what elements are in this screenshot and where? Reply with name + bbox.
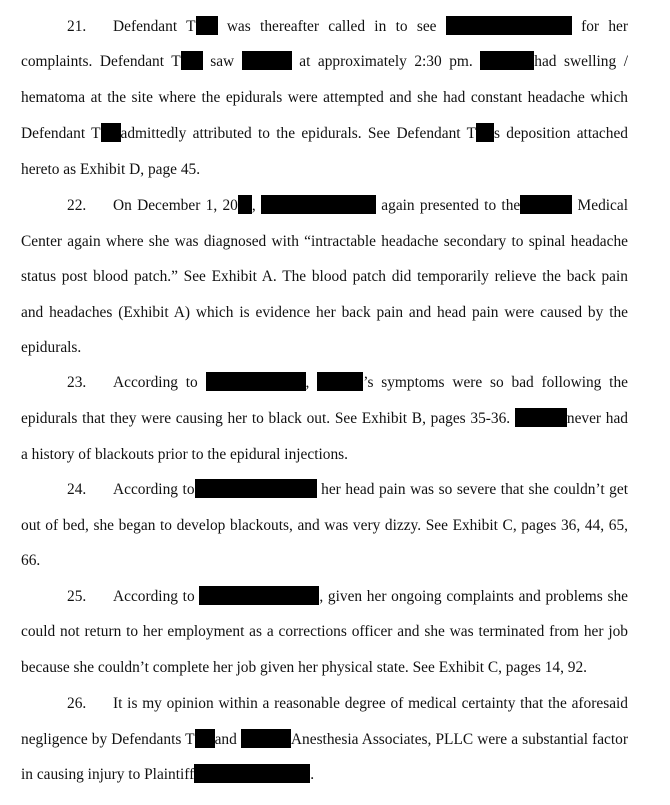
redaction-box <box>515 408 567 427</box>
paragraph-22-line-5 <box>21 337 628 359</box>
paragraph-22-line-4 <box>21 302 628 324</box>
text-run: ’s symptoms were so bad following the <box>363 374 628 391</box>
redaction-box <box>181 51 203 70</box>
redaction-box <box>261 195 376 214</box>
redaction-box <box>317 372 363 391</box>
redaction-box <box>241 729 291 748</box>
redaction-box <box>101 123 121 142</box>
text-run: Center again where she was diagnosed with “intractable headache secondary to spinal headache <box>21 233 628 250</box>
paragraph-21-line-2 <box>21 51 628 73</box>
text-run: 66. <box>21 552 41 569</box>
redaction-box <box>195 729 215 748</box>
text-run: Medical <box>577 197 628 214</box>
text-run: could not return to her employment as a corrections officer and she was terminated from her job <box>21 623 628 640</box>
paragraph-24-line-1 <box>21 479 628 501</box>
paragraph-22-line-2 <box>21 231 628 253</box>
paragraph-22-line-1 <box>21 195 628 217</box>
paragraph-24-line-3 <box>21 550 628 572</box>
redaction-box <box>476 123 494 142</box>
text-run: was thereafter called in to see <box>226 18 437 35</box>
redaction-box <box>194 764 310 783</box>
text-run: s deposition attached <box>493 125 628 142</box>
paragraph-number: 23. <box>67 374 87 391</box>
text-run: negligence by Defendants T <box>21 731 195 748</box>
text-run: saw <box>210 53 235 70</box>
paragraph-21-line-3 <box>21 87 628 109</box>
redaction-box <box>196 16 218 35</box>
paragraph-number: 24. <box>67 481 87 498</box>
text-run: never had <box>566 410 628 427</box>
text-run: . <box>310 766 315 783</box>
paragraph-22-line-3 <box>21 266 628 288</box>
redaction-box <box>446 16 572 35</box>
text-run: out of bed, she began to develop blackouts, and was very dizzy. See Exhibit C, pages 36, 44, 65, <box>21 517 628 534</box>
paragraph-24-line-2 <box>21 515 628 537</box>
text-run: hereto as Exhibit D, page 45. <box>21 161 201 178</box>
paragraph-23-line-2 <box>21 408 628 430</box>
redaction-box <box>520 195 572 214</box>
text-run: and headaches (Exhibit A) which is evidence her back pain and head pain were caused by the <box>21 304 628 321</box>
redaction-box <box>480 51 534 70</box>
text-run: again presented to the <box>381 197 521 214</box>
paragraph-25-line-3 <box>21 657 628 679</box>
paragraph-number: 21. <box>67 18 87 35</box>
paragraph-23-line-1 <box>21 372 628 394</box>
text-run: epidurals that they were causing her to black out. See Exhibit B, pages 35-36. <box>21 410 511 427</box>
text-run: a history of blackouts prior to the epidural injections. <box>21 446 348 463</box>
text-run: , <box>251 197 256 214</box>
text-run: Anesthesia Associates, PLLC were a substantial factor <box>290 731 628 748</box>
text-run: admittedly attributed to the epidurals. See Defendant T <box>120 125 476 142</box>
paragraph-21-line-4 <box>21 123 628 145</box>
redaction-box <box>206 372 306 391</box>
text-run: and <box>214 731 237 748</box>
paragraph-25-line-1 <box>21 586 628 608</box>
paragraph-number: 26. <box>67 695 87 712</box>
text-run: in causing injury to Plaintiff <box>21 766 195 783</box>
paragraph-25-line-2 <box>21 621 628 643</box>
text-run: because she couldn’t complete her job given her physical state. See Exhibit C, pages 14, 92. <box>21 659 588 676</box>
redaction-box <box>238 195 252 214</box>
paragraph-26-line-1 <box>21 693 628 715</box>
text-run: According to <box>113 588 195 605</box>
text-run: hematoma at the site where the epidurals were attempted and she had constant headache which <box>21 89 628 106</box>
text-run: , given her ongoing complaints and problems she <box>319 588 628 605</box>
text-run: status post blood patch.” See Exhibit A. The blood patch did temporarily relieve the back pain <box>21 268 628 285</box>
paragraph-21-line-5 <box>21 159 628 181</box>
text-run: According to <box>113 481 195 498</box>
text-run: On December 1, 20 <box>113 197 238 214</box>
text-run: for her <box>581 18 628 35</box>
paragraph-23-line-3 <box>21 444 628 466</box>
text-run: Defendant T <box>21 125 101 142</box>
paragraph-26-line-3 <box>21 764 628 786</box>
text-run: at approximately 2:30 pm. <box>299 53 473 70</box>
redaction-box <box>242 51 292 70</box>
paragraph-number: 25. <box>67 588 87 605</box>
text-run: , <box>305 374 310 391</box>
redaction-box <box>195 479 317 498</box>
paragraph-21-line-1 <box>21 16 628 38</box>
paragraph-26-line-2 <box>21 729 628 751</box>
paragraph-number: 22. <box>67 197 87 214</box>
text-run: According to <box>113 374 198 391</box>
text-run: It is my opinion within a reasonable degree of medical certainty that the aforesaid <box>113 695 628 712</box>
text-run: Defendant T <box>113 18 196 35</box>
text-run: her head pain was so severe that she couldn’t get <box>321 481 628 498</box>
text-run: had swelling / <box>534 53 628 70</box>
redaction-box <box>199 586 319 605</box>
text-run: complaints. Defendant T <box>21 53 181 70</box>
text-run: epidurals. <box>21 339 82 356</box>
